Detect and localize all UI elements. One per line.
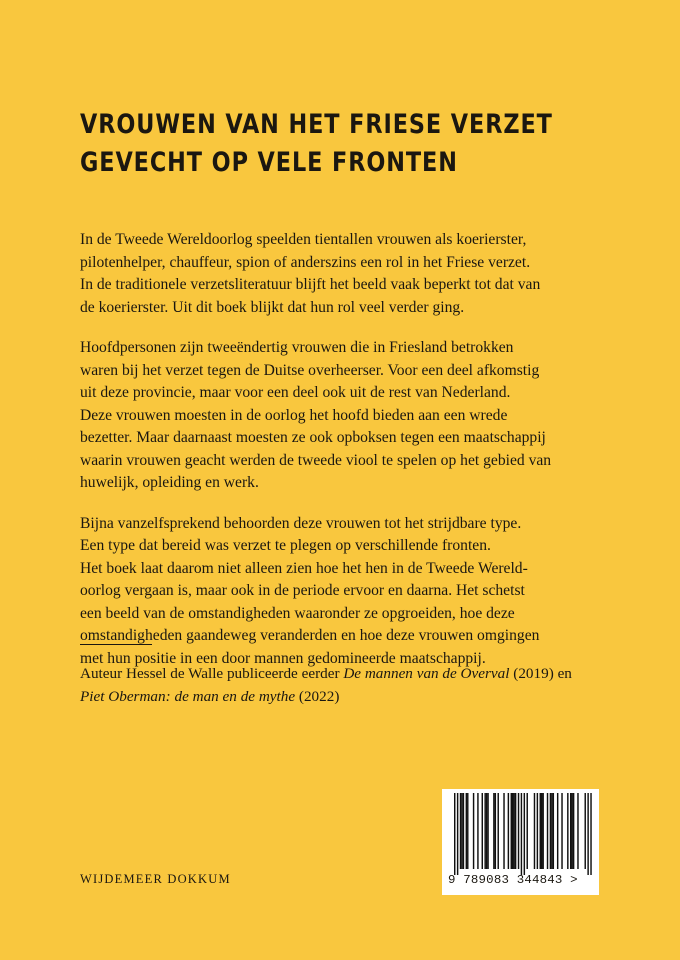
barcode-bar xyxy=(498,793,499,869)
author-note xyxy=(80,663,620,708)
barcode-bar xyxy=(457,793,458,875)
text-line: Hoofdpersonen zijn tweeëndertig vrouwen die in Friesland betrokken xyxy=(80,339,514,356)
barcode-bar xyxy=(527,793,528,869)
barcode-bar xyxy=(541,793,542,869)
book-year-2: (2022) xyxy=(295,687,340,705)
isbn-barcode xyxy=(442,789,599,895)
author-note-prefix: Auteur Hessel de Walle publiceerde eerder xyxy=(80,665,344,682)
text-line: Een type dat bereid was verzet te plegen op verschillende fronten. xyxy=(80,537,491,554)
barcode-bar xyxy=(486,793,487,869)
barcode-bar xyxy=(540,793,541,869)
barcode-bar xyxy=(551,793,552,869)
barcode-bar xyxy=(454,793,455,875)
barcode-bar xyxy=(467,793,468,869)
publisher-name: WIJDEMEER DOKKUM xyxy=(80,872,231,886)
barcode-bar xyxy=(561,793,562,869)
barcode-bar xyxy=(487,793,488,869)
barcode-bar xyxy=(553,793,554,869)
barcode-bar xyxy=(521,793,522,875)
barcode-bar xyxy=(590,793,591,875)
text-line: huwelijk, opleiding en werk. xyxy=(80,474,259,491)
paragraph-1 xyxy=(80,229,620,319)
text-line: waarin vrouwen geacht werden de tweede viool te spelen op het gebied van xyxy=(80,451,552,469)
barcode-bar xyxy=(570,793,571,869)
barcode-bar xyxy=(463,793,464,869)
cover-title xyxy=(80,106,577,182)
text-line: omstandigheden gaandeweg veranderden en hoe deze vrouwen omgingen xyxy=(80,627,540,644)
barcode-bar xyxy=(524,793,525,875)
barcode-bar xyxy=(518,793,519,869)
barcode-bar xyxy=(508,793,509,869)
text-line: Deze vrouwen moesten in de oorlog het hoofd bieden aan een wrede xyxy=(80,406,508,424)
divider-rule xyxy=(80,644,152,645)
barcode-bar xyxy=(550,793,551,869)
text-line: Bijna vanzelfsprekend behoorden deze vrouwen tot het strijdbare type. xyxy=(80,514,522,532)
isbn-number: 9 789083 344843 > xyxy=(448,873,578,887)
text-line: Het boek laat daarom niet alleen zien hoe het hen in de Tweede Wereld- xyxy=(80,559,528,577)
barcode-bar xyxy=(484,793,485,869)
barcode-bar xyxy=(534,793,535,869)
title-line-2: GEVECHT OP VELE FRONTEN xyxy=(80,147,458,178)
text-line: met hun positie in een door mannen gedomineerde maatschappij. xyxy=(80,649,486,667)
barcode-bar xyxy=(577,793,578,869)
barcode-bar xyxy=(513,793,514,869)
barcode-bar xyxy=(473,793,474,869)
barcode-bar xyxy=(482,793,483,869)
text-line: bezetter. Maar daarnaast moesten ze ook opboksen tegen een maatschappij xyxy=(80,429,546,446)
barcode-bar xyxy=(542,793,543,869)
barcode-bar xyxy=(512,793,513,869)
barcode-bar xyxy=(547,793,548,869)
text-line: oorlog vergaan is, maar ook in de periode ervoor en daarna. Het schetst xyxy=(80,582,525,599)
barcode-bar xyxy=(537,793,538,869)
barcode-bar xyxy=(466,793,467,869)
title-line-1: VROUWEN VAN HET FRIESE VERZET xyxy=(80,109,553,140)
barcode-bar xyxy=(585,793,586,869)
barcode-bar xyxy=(567,793,568,869)
text-line: een beeld van de omstandigheden waaronder ze opgroeiden, hoe deze xyxy=(80,604,515,622)
barcode-bar xyxy=(571,793,572,869)
barcode-bar xyxy=(461,793,462,869)
text-line: pilotenhelper, chauffeur, spion of anderszins een rol in het Friese verzet. xyxy=(80,253,531,271)
paragraph-3 xyxy=(80,513,620,671)
text-line: uit deze provincie, maar voor een deel ook uit de rest van Nederland. xyxy=(80,384,511,401)
barcode-bar xyxy=(493,793,494,869)
barcode-bar xyxy=(477,793,478,869)
barcode-bar xyxy=(515,793,516,869)
text-line: waren bij het verzet tegen de Duitse overheerser. Voor een deel afkomstig xyxy=(80,361,540,379)
book-year-1: (2019) en xyxy=(509,665,572,682)
book-title-1: De mannen van de Overval xyxy=(343,665,510,682)
barcode-bar xyxy=(587,793,588,875)
paragraph-2 xyxy=(80,337,620,495)
barcode-bar xyxy=(511,793,512,869)
barcode-bar xyxy=(460,793,461,869)
text-line: de koerierster. Uit dit boek blijkt dat hun rol veel verder ging. xyxy=(80,298,465,316)
barcode-bar xyxy=(573,793,574,869)
text-line: In de traditionele verzetsliteratuur blijft het beeld vaak beperkt tot dat van xyxy=(80,276,541,293)
barcode-bar xyxy=(503,793,504,869)
book-title-2: Piet Oberman: de man en de mythe xyxy=(80,687,296,705)
barcode-bar xyxy=(495,793,496,869)
blurb-text xyxy=(80,229,620,688)
text-line: In de Tweede Wereldoorlog speelden tientallen vrouwen als koerierster, xyxy=(80,231,527,248)
barcode-bar xyxy=(557,793,558,869)
